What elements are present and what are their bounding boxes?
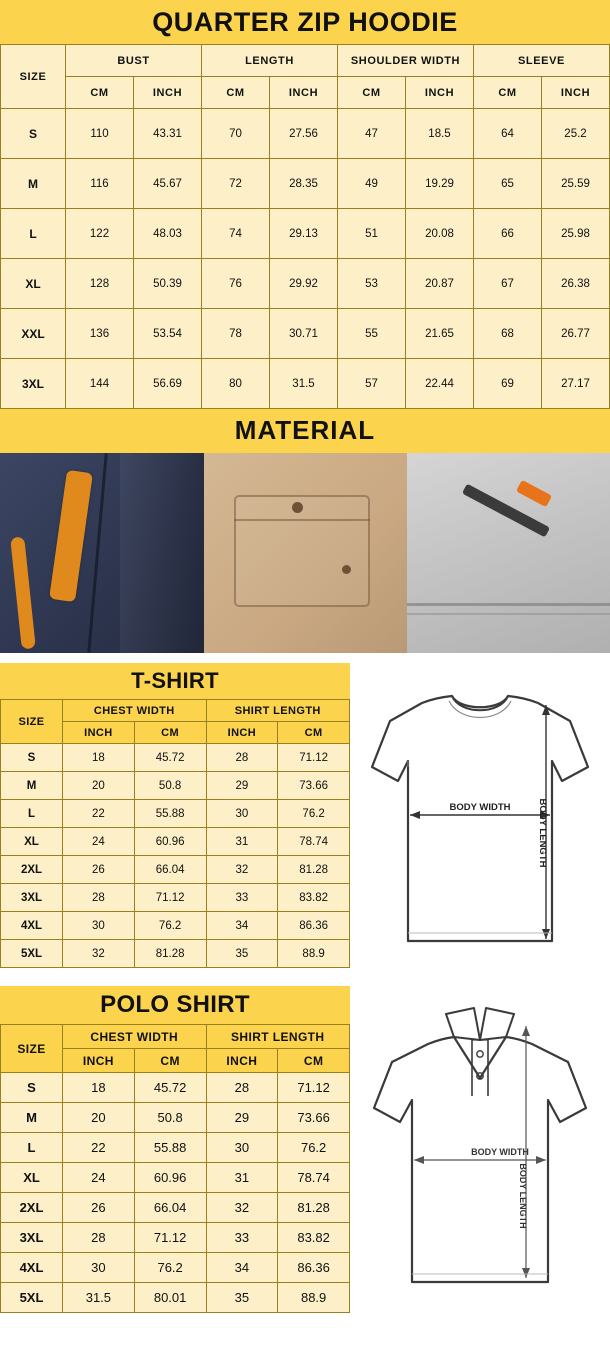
material-section (0, 409, 610, 653)
navy-drawstring-photo (0, 453, 204, 653)
polo-title: POLO SHIRT (0, 986, 350, 1024)
polo-size-m: M (1, 1103, 63, 1133)
table-row (1, 1283, 350, 1313)
cell: 81.28 (134, 940, 206, 968)
spacer (0, 653, 610, 663)
cell: 76 (202, 259, 270, 309)
hoodie-header-bust: BUST (66, 45, 202, 77)
cell: 20.08 (406, 209, 474, 259)
cell: 45.72 (134, 1073, 206, 1103)
cell: 35 (206, 940, 278, 968)
cell: 50.8 (134, 772, 206, 800)
tshirt-table-wrap (0, 663, 350, 968)
cell: 70 (202, 109, 270, 159)
tshirt-section (0, 663, 610, 968)
cell: 18 (63, 744, 135, 772)
cell: 30 (206, 1133, 278, 1163)
cell: 31 (206, 1163, 278, 1193)
table-row (1, 912, 350, 940)
cell: 28.35 (270, 159, 338, 209)
table-row (1, 828, 350, 856)
table-row (1, 1103, 350, 1133)
grey-zipper-photo (407, 453, 610, 653)
hoodie-size-m: M (1, 159, 66, 209)
table-row (1, 856, 350, 884)
cell: 49 (338, 159, 406, 209)
cell: 69 (474, 359, 542, 409)
snap-button-icon (342, 565, 351, 574)
tshirt-title: T-SHIRT (0, 663, 350, 699)
tshirt-unit-length-inch: INCH (206, 722, 278, 744)
cell: 80.01 (134, 1283, 206, 1313)
cell: 67 (474, 259, 542, 309)
cell: 19.29 (406, 159, 474, 209)
cell: 43.31 (134, 109, 202, 159)
cell: 22 (63, 800, 135, 828)
polo-unit-length-inch: INCH (206, 1049, 278, 1073)
tshirt-size-4xl: 4XL (1, 912, 63, 940)
cell: 51 (338, 209, 406, 259)
cell: 26.38 (542, 259, 610, 309)
table-row (1, 109, 610, 159)
table-row (1, 940, 350, 968)
cell: 55 (338, 309, 406, 359)
table-row (1, 1193, 350, 1223)
snap-button-icon (292, 502, 303, 513)
tshirt-size-2xl: 2XL (1, 856, 63, 884)
tshirt-unit-chest-inch: INCH (63, 722, 135, 744)
hoodie-unit-bust-cm: CM (66, 77, 134, 109)
cell: 81.28 (278, 1193, 350, 1223)
cell: 71.12 (134, 884, 206, 912)
hoodie-header-shoulder-width: SHOULDER WIDTH (338, 45, 474, 77)
cell: 32 (206, 1193, 278, 1223)
fabric-seam (407, 613, 610, 615)
tshirt-diagram (350, 663, 610, 968)
hoodie-size-3xl: 3XL (1, 359, 66, 409)
cell: 73.66 (278, 772, 350, 800)
tshirt-unit-length-cm: CM (278, 722, 350, 744)
cell: 55.88 (134, 1133, 206, 1163)
cell: 86.36 (278, 1253, 350, 1283)
cell: 78.74 (278, 828, 350, 856)
tshirt-size-m: M (1, 772, 63, 800)
cell: 45.67 (134, 159, 202, 209)
tshirt-size-table (0, 699, 350, 968)
table-row (1, 309, 610, 359)
hoodie-header-length: LENGTH (202, 45, 338, 77)
hoodie-unit-shoulder-cm: CM (338, 77, 406, 109)
hoodie-title: QUARTER ZIP HOODIE (152, 7, 458, 37)
cell: 86.36 (278, 912, 350, 940)
cell: 88.9 (278, 940, 350, 968)
cell: 22 (63, 1133, 135, 1163)
cell: 31.5 (63, 1283, 135, 1313)
cell: 60.96 (134, 1163, 206, 1193)
cell: 24 (63, 1163, 135, 1193)
tshirt-header-shirt-length: SHIRT LENGTH (206, 700, 350, 722)
cell: 30.71 (270, 309, 338, 359)
tshirt-size-3xl: 3XL (1, 884, 63, 912)
cell: 81.28 (278, 856, 350, 884)
polo-unit-length-cm: CM (278, 1049, 350, 1073)
polo-size-3xl: 3XL (1, 1223, 63, 1253)
material-photo-strip (0, 453, 610, 653)
hoodie-unit-length-inch: INCH (270, 77, 338, 109)
cell: 18 (63, 1073, 135, 1103)
table-row (1, 259, 610, 309)
cell: 48.03 (134, 209, 202, 259)
polo-header-chest-width: CHEST WIDTH (63, 1025, 207, 1049)
cell: 25.59 (542, 159, 610, 209)
cell: 80 (202, 359, 270, 409)
cell: 31 (206, 828, 278, 856)
cell: 35 (206, 1283, 278, 1313)
cell: 76.2 (278, 1133, 350, 1163)
cell: 71.12 (278, 744, 350, 772)
cell: 22.44 (406, 359, 474, 409)
cell: 29 (206, 772, 278, 800)
polo-header-row (1, 1025, 350, 1049)
tshirt-size-l: L (1, 800, 63, 828)
material-title: MATERIAL (0, 409, 610, 453)
cell: 71.12 (278, 1073, 350, 1103)
tan-pocket-photo (204, 453, 407, 653)
polo-size-2xl: 2XL (1, 1193, 63, 1223)
table-row (1, 209, 610, 259)
cell: 74 (202, 209, 270, 259)
cell: 27.17 (542, 359, 610, 409)
hoodie-size-s: S (1, 109, 66, 159)
cell: 72 (202, 159, 270, 209)
table-row (1, 359, 610, 409)
cell: 78.74 (278, 1163, 350, 1193)
cell: 28 (63, 884, 135, 912)
cell: 73.66 (278, 1103, 350, 1133)
cell: 30 (206, 800, 278, 828)
hoodie-unit-sleeve-inch: INCH (542, 77, 610, 109)
tshirt-body-width-label: BODY WIDTH (449, 802, 511, 813)
cell: 65 (474, 159, 542, 209)
cell: 47 (338, 109, 406, 159)
cell: 60.96 (134, 828, 206, 856)
cell: 34 (206, 912, 278, 940)
cell: 83.82 (278, 884, 350, 912)
hoodie-unit-sleeve-cm: CM (474, 77, 542, 109)
table-row (1, 1073, 350, 1103)
polo-body-length-label: BODY LENGTH (518, 1163, 528, 1229)
cell: 45.72 (134, 744, 206, 772)
cell: 29.92 (270, 259, 338, 309)
cell: 26 (63, 856, 135, 884)
polo-unit-chest-cm: CM (134, 1049, 206, 1073)
cell: 50.39 (134, 259, 202, 309)
cell: 18.5 (406, 109, 474, 159)
cell: 29 (206, 1103, 278, 1133)
navy-shade (120, 453, 204, 653)
tshirt-size-5xl: 5XL (1, 940, 63, 968)
cell: 136 (66, 309, 134, 359)
hoodie-section (0, 0, 610, 409)
polo-size-5xl: 5XL (1, 1283, 63, 1313)
cell: 110 (66, 109, 134, 159)
polo-table-wrap (0, 986, 350, 1313)
polo-size-table (0, 1024, 350, 1313)
cell: 144 (66, 359, 134, 409)
hoodie-header-sleeve: SLEEVE (474, 45, 610, 77)
cell: 25.2 (542, 109, 610, 159)
polo-header-shirt-length: SHIRT LENGTH (206, 1025, 350, 1049)
tshirt-header-row (1, 700, 350, 722)
cell: 28 (63, 1223, 135, 1253)
polo-header-size: SIZE (1, 1025, 63, 1073)
table-row (1, 800, 350, 828)
hoodie-unit-shoulder-inch: INCH (406, 77, 474, 109)
drawstring-icon (49, 470, 93, 602)
polo-size-4xl: 4XL (1, 1253, 63, 1283)
cell: 27.56 (270, 109, 338, 159)
polo-size-l: L (1, 1133, 63, 1163)
hoodie-size-xl: XL (1, 259, 66, 309)
hoodie-header-row (1, 45, 610, 77)
tshirt-unit-chest-cm: CM (134, 722, 206, 744)
hoodie-size-l: L (1, 209, 66, 259)
cell: 20 (63, 1103, 135, 1133)
table-row (1, 744, 350, 772)
tshirt-header-size: SIZE (1, 700, 63, 744)
fabric-seam (407, 603, 610, 606)
tshirt-size-xl: XL (1, 828, 63, 856)
polo-unit-chest-inch: INCH (63, 1049, 135, 1073)
zipper-pull-icon (516, 480, 552, 507)
cell: 116 (66, 159, 134, 209)
cell: 53.54 (134, 309, 202, 359)
cell: 28 (206, 1073, 278, 1103)
cell: 30 (63, 1253, 135, 1283)
table-row (1, 1253, 350, 1283)
table-row (1, 772, 350, 800)
cell: 26 (63, 1193, 135, 1223)
polo-section (0, 986, 610, 1313)
cell: 32 (206, 856, 278, 884)
cell: 30 (63, 912, 135, 940)
hoodie-size-table (0, 44, 610, 409)
drawstring-tail-icon (10, 537, 36, 650)
hoodie-header-size: SIZE (1, 45, 66, 109)
cell: 21.65 (406, 309, 474, 359)
cell: 20.87 (406, 259, 474, 309)
tshirt-header-chest-width: CHEST WIDTH (63, 700, 207, 722)
cell: 76.2 (134, 912, 206, 940)
cell: 128 (66, 259, 134, 309)
cell: 64 (474, 109, 542, 159)
cell: 55.88 (134, 800, 206, 828)
tshirt-body-length-label: BODY LENGTH (537, 798, 548, 868)
cell: 83.82 (278, 1223, 350, 1253)
cell: 32 (63, 940, 135, 968)
cell: 76.2 (278, 800, 350, 828)
polo-diagram (350, 986, 610, 1313)
cell: 31.5 (270, 359, 338, 409)
cell: 33 (206, 1223, 278, 1253)
cell: 50.8 (134, 1103, 206, 1133)
hoodie-unit-bust-inch: INCH (134, 77, 202, 109)
hoodie-unit-row (1, 77, 610, 109)
table-row (1, 884, 350, 912)
cell: 34 (206, 1253, 278, 1283)
table-row (1, 1133, 350, 1163)
cell: 76.2 (134, 1253, 206, 1283)
cell: 29.13 (270, 209, 338, 259)
cell: 71.12 (134, 1223, 206, 1253)
polo-size-s: S (1, 1073, 63, 1103)
tshirt-size-s: S (1, 744, 63, 772)
cell: 68 (474, 309, 542, 359)
cell: 26.77 (542, 309, 610, 359)
cell: 122 (66, 209, 134, 259)
cell: 25.98 (542, 209, 610, 259)
cell: 33 (206, 884, 278, 912)
cell: 56.69 (134, 359, 202, 409)
cell: 28 (206, 744, 278, 772)
hoodie-unit-length-cm: CM (202, 77, 270, 109)
hoodie-size-xxl: XXL (1, 309, 66, 359)
polo-body-width-label: BODY WIDTH (471, 1147, 529, 1157)
cell: 66.04 (134, 1193, 206, 1223)
table-row (1, 159, 610, 209)
table-row (1, 1163, 350, 1193)
cell: 66.04 (134, 856, 206, 884)
cell: 78 (202, 309, 270, 359)
cell: 66 (474, 209, 542, 259)
cell: 24 (63, 828, 135, 856)
table-row (1, 1223, 350, 1253)
cell: 88.9 (278, 1283, 350, 1313)
polo-size-xl: XL (1, 1163, 63, 1193)
cell: 53 (338, 259, 406, 309)
cell: 20 (63, 772, 135, 800)
cell: 57 (338, 359, 406, 409)
